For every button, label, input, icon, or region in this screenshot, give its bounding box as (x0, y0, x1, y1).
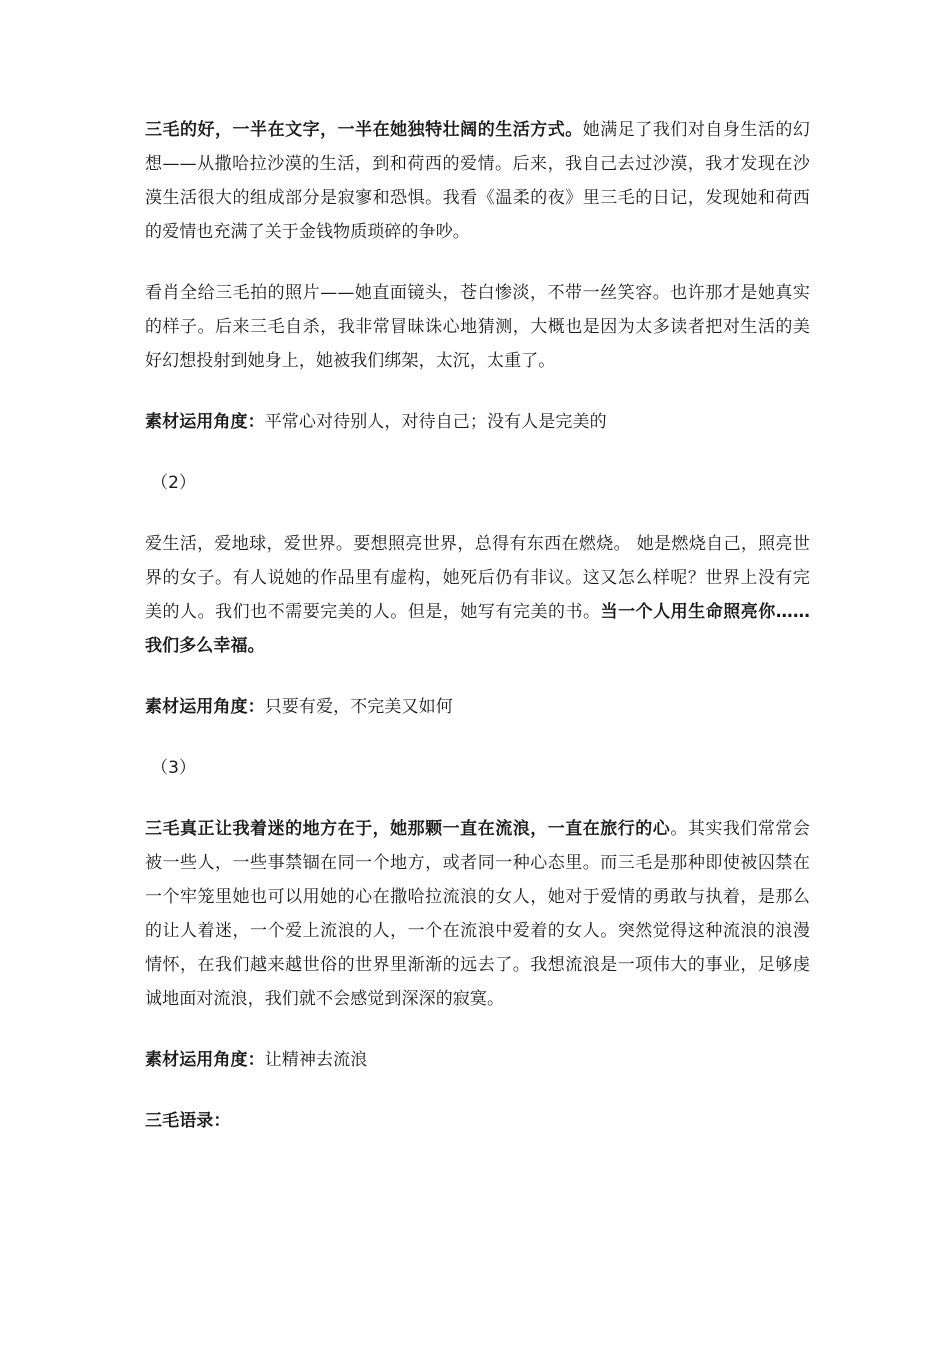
material-angle-label: 素材运用角度： (145, 1050, 265, 1070)
material-angle-3 (145, 1043, 810, 1077)
material-angle-text: 只要有爱，不完美又如何 (264, 697, 453, 717)
bold-lead: 三毛的好，一半在文字，一半在她独特壮阔的生活方式。 (145, 120, 583, 140)
paragraph-text: 爱生活，爱地球，爱世界。要想照亮世界，总得有东西在燃烧。 她是燃烧自己，照亮世界的女子。有人说她的作品里有虚构，她死后仍有非议。这又怎么样呢？世界上没有完美的人。我们也不需要完美的人。但是，她写有完美的书。 (145, 534, 810, 622)
bold-lead: 三毛真正让我着迷的地方在于，她那颗一直在流浪，一直在旅行的心 (145, 819, 671, 839)
paragraph-text: 。其实我们常常会被一些人，一些事禁锢在同一个地方，或者同一种心态里。而三毛是那种即使被囚禁在一个牢笼里她也可以用她的心在撒哈拉流浪的女人，她对于爱情的勇敢与执着，是那么的让人着迷，一个爱上流浪的人，一个在流浪中爱着的女人。突然觉得这种流浪的浪漫情怀，在我们越来越世俗的世界里渐渐的远去了。我想流浪是一项伟大的事业，足够虔诚地面对流浪，我们就不会感觉到深深的寂寞。 (145, 819, 810, 1009)
material-angle-label: 素材运用角度： (145, 697, 265, 717)
material-angle-2 (145, 690, 810, 724)
paragraph-text: 她满足了我们对自身生活的幻想——从撒哈拉沙漠的生活，到和荷西的爱情。后来，我自己去过沙漠，我才发现在沙漠生活很大的组成部分是寂寥和恐惧。我看《温柔的夜》里三毛的日记，发现她和荷西的爱情也充满了关于金钱物质琐碎的争吵。 (145, 120, 810, 242)
material-angle-label: 素材运用角度： (145, 412, 265, 432)
material-angle-1 (145, 405, 810, 439)
section-number-2: （2） (151, 473, 197, 493)
paragraph-text: 看肖全给三毛拍的照片——她直面镜头，苍白惨淡，不带一丝笑容。也许那才是她真实的样子。后来三毛自杀，我非常冒昧诛心地猜测，大概也是因为太多读者把对生活的美好幻想投射到她身上，她被我们绑架，太沉，太重了。 (145, 283, 810, 371)
paragraph-photo (145, 276, 810, 378)
material-angle-text: 让精神去流浪 (264, 1050, 368, 1070)
section-number-3: （3） (151, 758, 197, 778)
paragraph-wandering (145, 812, 810, 1016)
material-angle-text: 平常心对待别人，对待自己；没有人是完美的 (264, 412, 607, 432)
quotes-heading: 三毛语录： (145, 1111, 231, 1131)
paragraph-sanmao-life (145, 113, 810, 249)
bold-trail: 当一个人用生命照亮你…… 我们多么幸福。 (145, 602, 810, 656)
document-body (145, 113, 810, 1138)
paragraph-love-life (145, 527, 810, 663)
